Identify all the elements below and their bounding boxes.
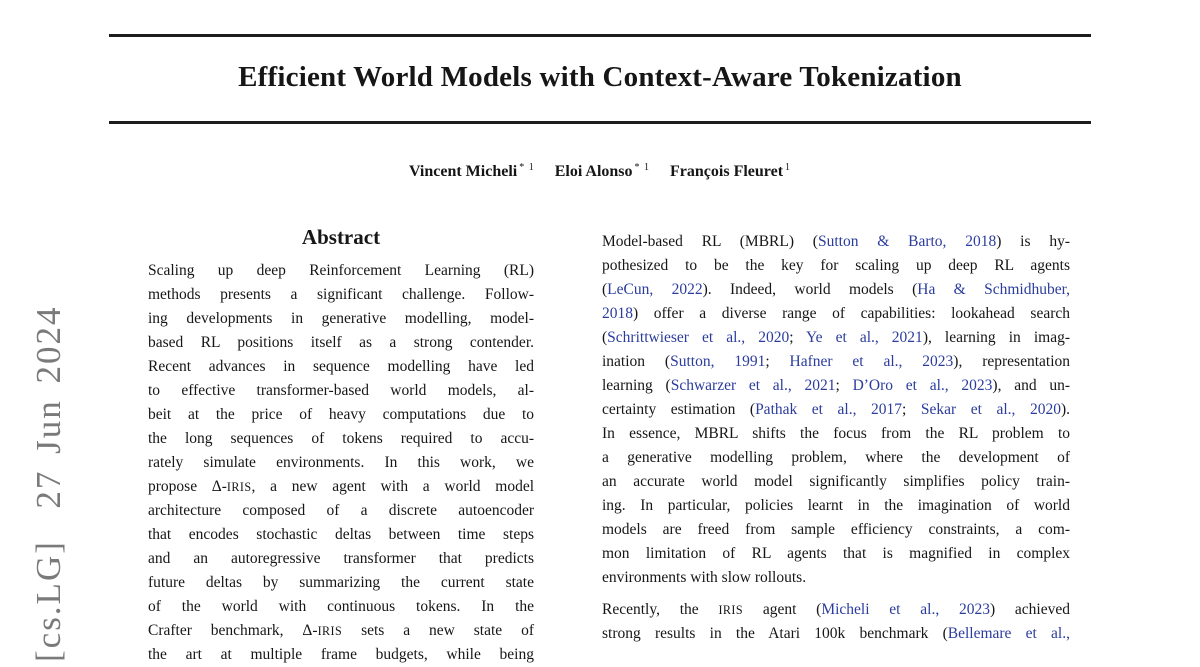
author (409, 162, 535, 184)
intro-column (602, 230, 1070, 646)
text-run: Crafter benchmark, Δ- (148, 622, 318, 639)
text-run: an accurate world model significantly simplifies policy train- (602, 473, 1070, 490)
text-run: that encodes stochastic deltas between time steps (148, 526, 534, 543)
citation-link[interactable]: Ha & Schmidhuber, (917, 281, 1071, 298)
text-run: Scaling up deep Reinforcement Learning (RL) (148, 262, 534, 279)
text-run: models are freed from sample efficiency constraints, a com- (602, 521, 1070, 538)
authors-line (0, 162, 1200, 184)
text-run: propose Δ- (148, 478, 227, 495)
abstract-line (148, 595, 534, 619)
text-run: Recently, the (602, 601, 719, 618)
abstract-line (148, 451, 534, 475)
text-run: mon limitation of RL agents that is magnified in complex (602, 545, 1070, 562)
arxiv-stamp: [cs.LG] 27 Jun 2024 (29, 305, 68, 662)
text-run: the art at multiple frame budgets, while being (148, 646, 534, 663)
body-line (602, 230, 1070, 254)
text-run: Recent advances in sequence modelling have led (148, 358, 534, 375)
abstract-line (148, 475, 534, 499)
abstract-line (148, 619, 534, 643)
text-run: ing developments in generative modelling, model- (148, 310, 534, 327)
body-line (602, 518, 1070, 542)
text-run: ) is hy- (996, 233, 1070, 250)
text-run: ). (1060, 401, 1070, 418)
abstract-text (148, 259, 534, 667)
citation-link[interactable]: Schwarzer et al., 2021 (670, 377, 836, 394)
body-line (602, 446, 1070, 470)
body-paragraph (602, 598, 1070, 646)
abstract-line (148, 427, 534, 451)
author-superscript: 1 (785, 162, 792, 173)
body-line (602, 374, 1070, 398)
paper-title: Efficient World Models with Context-Aware Tokenization (238, 61, 962, 93)
text-run: ), and un- (992, 377, 1070, 394)
citation-link[interactable]: Micheli et al., 2023 (821, 601, 990, 618)
author-superscript: * 1 (634, 162, 651, 173)
text-run: agent ( (743, 601, 822, 618)
small-caps-term: IRIS (718, 603, 744, 617)
text-run: future deltas by summarizing the current state (148, 574, 534, 591)
citation-link[interactable]: Pathak et al., 2017 (755, 401, 903, 418)
text-run: Model-based RL (MBRL) ( (602, 233, 818, 250)
body-line (602, 278, 1070, 302)
body-line (602, 254, 1070, 278)
text-run: beit at the price of heavy computations due to (148, 406, 534, 423)
body-line (602, 326, 1070, 350)
body-line (602, 622, 1070, 646)
text-run: of the world with continuous tokens. In the (148, 598, 534, 615)
text-run: ; (902, 401, 921, 418)
citation-link[interactable]: Bellemare et al., (947, 625, 1070, 642)
citation-link[interactable]: Sutton & Barto, 2018 (817, 233, 997, 250)
text-run: ), representation (953, 353, 1070, 370)
abstract-line (148, 307, 534, 331)
text-run: a generative modelling problem, where the development of (602, 449, 1070, 466)
abstract-line (148, 283, 534, 307)
text-run: ; (789, 329, 807, 346)
author-name: Eloi Alonso (554, 163, 633, 180)
abstract-line (148, 259, 534, 283)
text-run: the long sequences of tokens required to accu- (148, 430, 534, 447)
title-rule (109, 121, 1091, 124)
abstract-line (148, 499, 534, 523)
body-line (602, 542, 1070, 566)
text-run: sets a new state of (342, 622, 534, 639)
text-run: , a new agent with a world model (251, 478, 535, 495)
text-run: ), learning in imag- (922, 329, 1070, 346)
text-run: ( (602, 281, 608, 298)
author-superscript: * 1 (519, 162, 535, 173)
text-run: architecture composed of a discrete autoencoder (148, 502, 534, 519)
author-name: François Fleuret (670, 163, 784, 180)
text-run: methods presents a significant challenge. Follow- (148, 286, 534, 303)
text-run: ). Indeed, world models ( (702, 281, 918, 298)
text-run: environments with slow rollouts. (602, 569, 807, 586)
author (555, 162, 650, 184)
abstract-line (148, 403, 534, 427)
citation-link[interactable]: Hafner et al., 2023 (789, 353, 954, 370)
body-line (602, 302, 1070, 326)
abstract-line (148, 523, 534, 547)
body-line (602, 422, 1070, 446)
top-rule (109, 34, 1091, 37)
text-run: and an autoregressive transformer that predicts (148, 550, 534, 567)
citation-link[interactable]: Sekar et al., 2020 (920, 401, 1061, 418)
body-line (602, 350, 1070, 374)
citation-link[interactable]: 2018 (602, 305, 633, 322)
text-run: ; (765, 353, 790, 370)
author-name: Vincent Micheli (408, 163, 518, 180)
body-line (602, 398, 1070, 422)
citation-link[interactable]: Ye et al., 2021 (806, 329, 923, 346)
text-run: ination ( (602, 353, 671, 370)
text-run: learning ( (602, 377, 671, 394)
text-run: ) offer a diverse range of capabilities: lookahead search (633, 305, 1070, 322)
abstract-line (148, 379, 534, 403)
text-run: ing. In particular, policies learnt in the imagination of world (602, 497, 1070, 514)
abstract-heading: Abstract (301, 225, 381, 249)
body-line (602, 566, 1070, 590)
text-run: rately simulate environments. In this work, we (148, 454, 534, 471)
citation-link[interactable]: Schrittwieser et al., 2020 (607, 329, 790, 346)
text-run: to effective transformer-based world models, al- (148, 382, 534, 399)
author (670, 162, 791, 184)
text-run: strong results in the Atari 100k benchmark ( (602, 625, 948, 642)
citation-link[interactable]: D’Oro et al., 2023 (852, 377, 993, 394)
text-run: based RL positions itself as a strong contender. (148, 334, 534, 351)
body-line (602, 470, 1070, 494)
text-run: In essence, MBRL shifts the focus from the RL problem to (602, 425, 1070, 442)
citation-link[interactable]: LeCun, 2022 (607, 281, 703, 298)
body-line (602, 494, 1070, 518)
abstract-line (148, 355, 534, 379)
body-line (602, 598, 1070, 622)
citation-link[interactable]: Sutton, 1991 (670, 353, 766, 370)
text-run: ; (835, 377, 853, 394)
text-run: ( (602, 329, 608, 346)
abstract-line (148, 547, 534, 571)
abstract-line (148, 331, 534, 355)
small-caps-term: IRIS (317, 624, 343, 638)
abstract-line (148, 643, 534, 667)
text-run: ) achieved (989, 601, 1070, 618)
small-caps-term: IRIS (226, 480, 252, 494)
body-paragraph (602, 230, 1070, 590)
abstract-line (148, 571, 534, 595)
text-run: certainty estimation ( (602, 401, 756, 418)
text-run: pothesized to be the key for scaling up deep RL agents (602, 257, 1070, 274)
